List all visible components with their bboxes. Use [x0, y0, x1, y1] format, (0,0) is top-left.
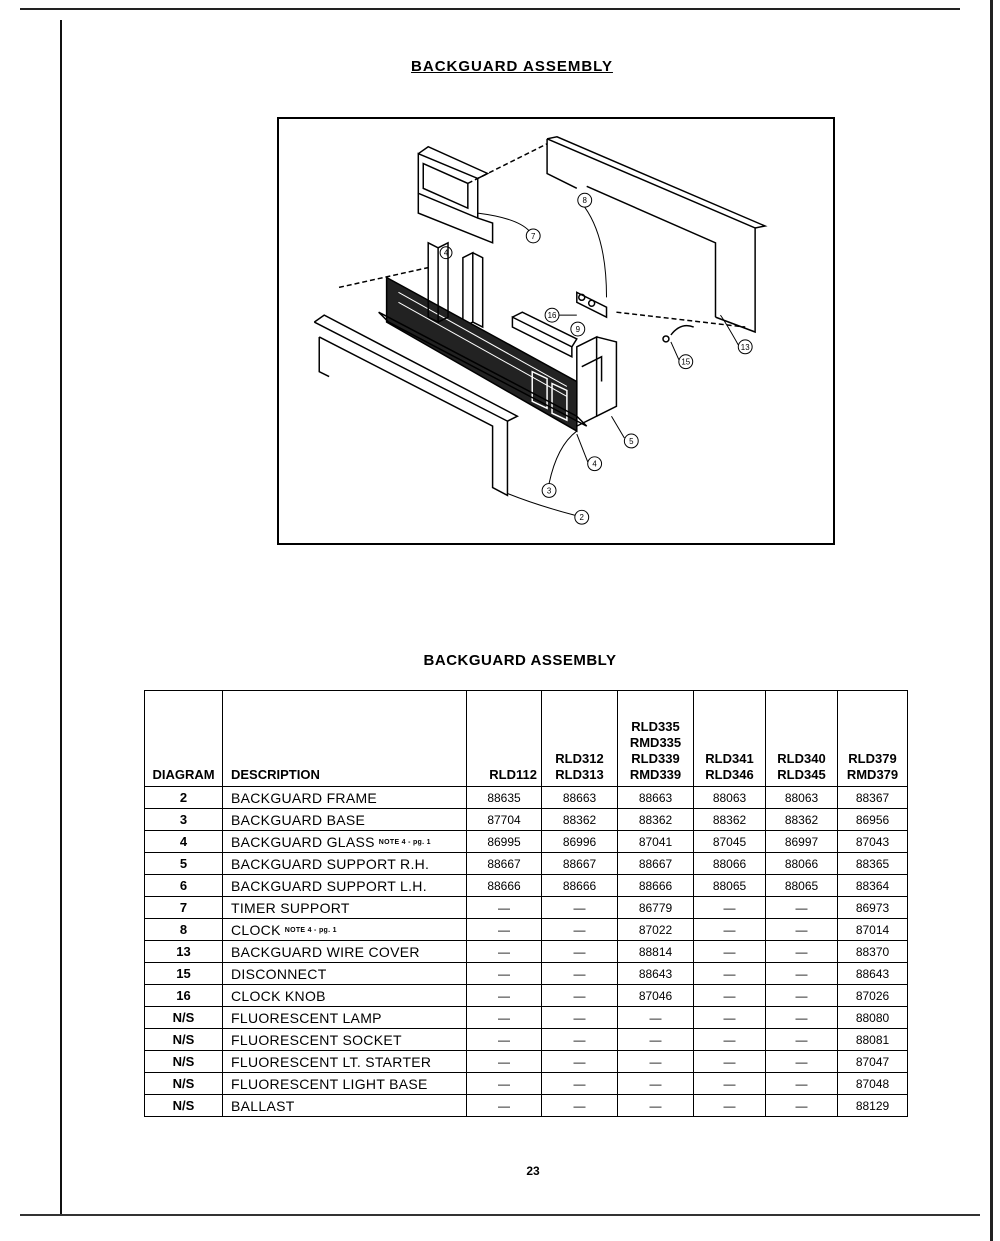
callout-label: 4: [592, 459, 597, 469]
part-number: 88362: [694, 809, 766, 831]
part-number: 86956: [838, 809, 908, 831]
table-row: [145, 963, 908, 985]
part-number: —: [766, 1029, 838, 1051]
table-row: [145, 1095, 908, 1117]
part-number: 86995: [467, 831, 542, 853]
part-number: 88065: [766, 875, 838, 897]
part-description-cell: [223, 853, 467, 875]
part-number: —: [467, 1051, 542, 1073]
callout-label: 15: [681, 357, 691, 367]
part-description-cell: [223, 919, 467, 941]
model-number: RLD335: [631, 719, 680, 734]
callout-label: 9: [575, 324, 580, 334]
diagram-number: 15: [145, 963, 223, 985]
model-number: RMD335: [629, 735, 682, 750]
callout-label: 3: [546, 486, 552, 496]
part-number: 88365: [838, 853, 908, 875]
diagram-number: N/S: [145, 1007, 223, 1029]
part-number: —: [467, 919, 542, 941]
callout-label: 8: [582, 196, 587, 206]
support-rh-part: [577, 337, 597, 426]
part-number: 88063: [694, 787, 766, 809]
model-number: RLD112: [489, 767, 537, 782]
part-number: 88667: [467, 853, 542, 875]
part-description-cell: [223, 985, 467, 1007]
diagram-number: 4: [145, 831, 223, 853]
model-number: RLD313: [555, 767, 604, 782]
part-description: BALLAST: [231, 1097, 295, 1114]
diagram-number: 16: [145, 985, 223, 1007]
part-number: —: [542, 897, 618, 919]
callout-label: 5: [629, 436, 634, 446]
part-description-cell: [223, 1051, 467, 1073]
page-number: 23: [526, 1164, 540, 1178]
part-description-cell: [223, 941, 467, 963]
part-description: FLUORESCENT SOCKET: [231, 1031, 402, 1048]
part-number: 87047: [838, 1051, 908, 1073]
model-number: RMD339: [629, 767, 682, 782]
part-number: 87045: [694, 831, 766, 853]
part-description-cell: [223, 1029, 467, 1051]
part-number: —: [766, 919, 838, 941]
diagram-number: 5: [145, 853, 223, 875]
part-number: —: [542, 963, 618, 985]
part-description: FLUORESCENT LIGHT BASE: [231, 1075, 428, 1092]
part-description: BACKGUARD SUPPORT L.H.: [231, 877, 427, 894]
diagram-number: 2: [145, 787, 223, 809]
part-number: 87014: [838, 919, 908, 941]
part-number: —: [694, 919, 766, 941]
header-model-col: [542, 691, 618, 787]
model-number: RLD345: [777, 767, 826, 782]
part-number: 88066: [694, 853, 766, 875]
header-model-col: [618, 691, 694, 787]
table-row: [145, 897, 908, 919]
part-number: 88362: [766, 809, 838, 831]
part-number: —: [618, 1007, 694, 1029]
table-row: [145, 787, 908, 809]
part-number: —: [467, 985, 542, 1007]
part-number: —: [542, 1095, 618, 1117]
part-number: —: [467, 963, 542, 985]
part-number: 88065: [694, 875, 766, 897]
part-number: 88666: [542, 875, 618, 897]
part-number: 86997: [766, 831, 838, 853]
part-number: 88129: [838, 1095, 908, 1117]
part-number: 88364: [838, 875, 908, 897]
part-number: —: [766, 1007, 838, 1029]
part-number: —: [542, 919, 618, 941]
table-row: [145, 1029, 908, 1051]
part-number: —: [542, 1051, 618, 1073]
part-number: 88081: [838, 1029, 908, 1051]
part-number: 86973: [838, 897, 908, 919]
header-model-col: [838, 691, 908, 787]
table-row: [145, 985, 908, 1007]
callout-label: 7: [531, 231, 536, 241]
diagram-number: N/S: [145, 1095, 223, 1117]
part-number: —: [694, 941, 766, 963]
part-number: 87048: [838, 1073, 908, 1095]
part-number: 87043: [838, 831, 908, 853]
part-number: —: [694, 1073, 766, 1095]
table-row: [145, 1007, 908, 1029]
part-number: —: [467, 1095, 542, 1117]
page-border-bottom: [20, 1214, 980, 1216]
table-row: [145, 1073, 908, 1095]
part-number: 88362: [542, 809, 618, 831]
part-number: 86996: [542, 831, 618, 853]
part-number: 88063: [766, 787, 838, 809]
model-number: RLD312: [555, 751, 604, 766]
part-number: 88663: [542, 787, 618, 809]
part-number: 87041: [618, 831, 694, 853]
part-description-cell: [223, 1095, 467, 1117]
part-number: 88663: [618, 787, 694, 809]
part-description: FLUORESCENT LAMP: [231, 1009, 382, 1026]
callout-label: 4: [443, 248, 449, 258]
part-number: —: [694, 897, 766, 919]
part-number: 87704: [467, 809, 542, 831]
part-number: 87026: [838, 985, 908, 1007]
part-number: 88814: [618, 941, 694, 963]
part-number: 87022: [618, 919, 694, 941]
part-number: —: [542, 941, 618, 963]
part-number: 88667: [618, 853, 694, 875]
diagram-number: 7: [145, 897, 223, 919]
part-description: TIMER SUPPORT: [231, 899, 350, 916]
part-number: —: [618, 1095, 694, 1117]
diagram-number: 3: [145, 809, 223, 831]
page-border-left: [60, 20, 62, 1215]
model-number: RLD379: [848, 751, 897, 766]
part-description-cell: [223, 787, 467, 809]
table-row: [145, 809, 908, 831]
part-description: FLUORESCENT LT. STARTER: [231, 1053, 432, 1070]
part-number: —: [467, 1073, 542, 1095]
part-number: 88643: [838, 963, 908, 985]
diagram-number: 13: [145, 941, 223, 963]
part-number: 88362: [618, 809, 694, 831]
part-number: —: [766, 1073, 838, 1095]
part-number: —: [694, 1095, 766, 1117]
part-number: —: [618, 1029, 694, 1051]
part-description-cell: [223, 809, 467, 831]
part-number: —: [467, 897, 542, 919]
header-model-col: [766, 691, 838, 787]
header-model-col: [467, 691, 542, 787]
part-description-cell: [223, 831, 467, 853]
part-description-cell: [223, 897, 467, 919]
exploded-diagram: [277, 117, 835, 545]
part-description: BACKGUARD WIRE COVER: [231, 943, 420, 960]
part-number: 88080: [838, 1007, 908, 1029]
part-number: —: [542, 985, 618, 1007]
diagram-number: N/S: [145, 1029, 223, 1051]
page-title: BACKGUARD ASSEMBLY: [411, 58, 613, 75]
header-diagram: DIAGRAM: [145, 691, 223, 787]
part-number: —: [766, 897, 838, 919]
header-description: DESCRIPTION: [223, 691, 467, 787]
table-row: [145, 853, 908, 875]
timer-support-part: [418, 154, 477, 218]
part-number: 88367: [838, 787, 908, 809]
diagram-number: 6: [145, 875, 223, 897]
model-number: RLD346: [705, 767, 754, 782]
part-number: —: [467, 941, 542, 963]
model-number: RMD379: [846, 767, 899, 782]
part-number: 88370: [838, 941, 908, 963]
part-description-cell: [223, 1007, 467, 1029]
table-title: BACKGUARD ASSEMBLY: [423, 652, 617, 669]
part-number: —: [766, 941, 838, 963]
part-number: 88635: [467, 787, 542, 809]
parts-table: [144, 690, 908, 1117]
part-number: 86779: [618, 897, 694, 919]
part-number: —: [467, 1007, 542, 1029]
diagram-number: N/S: [145, 1051, 223, 1073]
part-number: 88667: [542, 853, 618, 875]
part-description-cell: [223, 963, 467, 985]
part-note: NOTE 4 - pg. 1: [378, 839, 431, 847]
part-number: —: [694, 963, 766, 985]
part-description-cell: [223, 1073, 467, 1095]
diagram-number: N/S: [145, 1073, 223, 1095]
header-model-col: [694, 691, 766, 787]
page-border-right: [990, 0, 1000, 1241]
part-number: 88066: [766, 853, 838, 875]
part-number: 87046: [618, 985, 694, 1007]
part-number: —: [467, 1029, 542, 1051]
part-description: CLOCK: [231, 921, 281, 938]
part-description: DISCONNECT: [231, 965, 327, 982]
part-number: —: [694, 1051, 766, 1073]
part-number: —: [618, 1073, 694, 1095]
diagram-number: 8: [145, 919, 223, 941]
part-number: —: [542, 1007, 618, 1029]
diagram-drawing: [279, 119, 833, 543]
table-header-row: [145, 691, 908, 787]
callout-label: 16: [547, 311, 557, 321]
table-row: [145, 941, 908, 963]
part-number: —: [766, 963, 838, 985]
part-number: —: [766, 1051, 838, 1073]
part-number: —: [618, 1051, 694, 1073]
part-number: —: [694, 1029, 766, 1051]
page-border-top: [20, 8, 960, 10]
part-note: NOTE 4 - pg. 1: [284, 927, 337, 935]
part-description: CLOCK KNOB: [231, 987, 326, 1004]
table-row: [145, 1051, 908, 1073]
model-number: RLD340: [777, 751, 826, 766]
part-description: BACKGUARD SUPPORT R.H.: [231, 855, 430, 872]
model-number: RLD339: [631, 751, 680, 766]
table-row: [145, 919, 908, 941]
callout-label: 2: [579, 513, 584, 523]
callout-label: 13: [740, 342, 750, 352]
table-row: [145, 875, 908, 897]
part-number: —: [542, 1073, 618, 1095]
part-number: —: [542, 1029, 618, 1051]
part-number: —: [766, 985, 838, 1007]
part-number: 88666: [467, 875, 542, 897]
model-number: RLD341: [705, 751, 754, 766]
part-number: 88666: [618, 875, 694, 897]
part-number: —: [694, 985, 766, 1007]
table-row: [145, 831, 908, 853]
part-description: BACKGUARD BASE: [231, 811, 366, 828]
part-description: BACKGUARD FRAME: [231, 789, 378, 806]
part-description-cell: [223, 875, 467, 897]
part-number: 88643: [618, 963, 694, 985]
part-number: —: [694, 1007, 766, 1029]
part-number: —: [766, 1095, 838, 1117]
part-description: BACKGUARD GLASS: [231, 833, 375, 850]
